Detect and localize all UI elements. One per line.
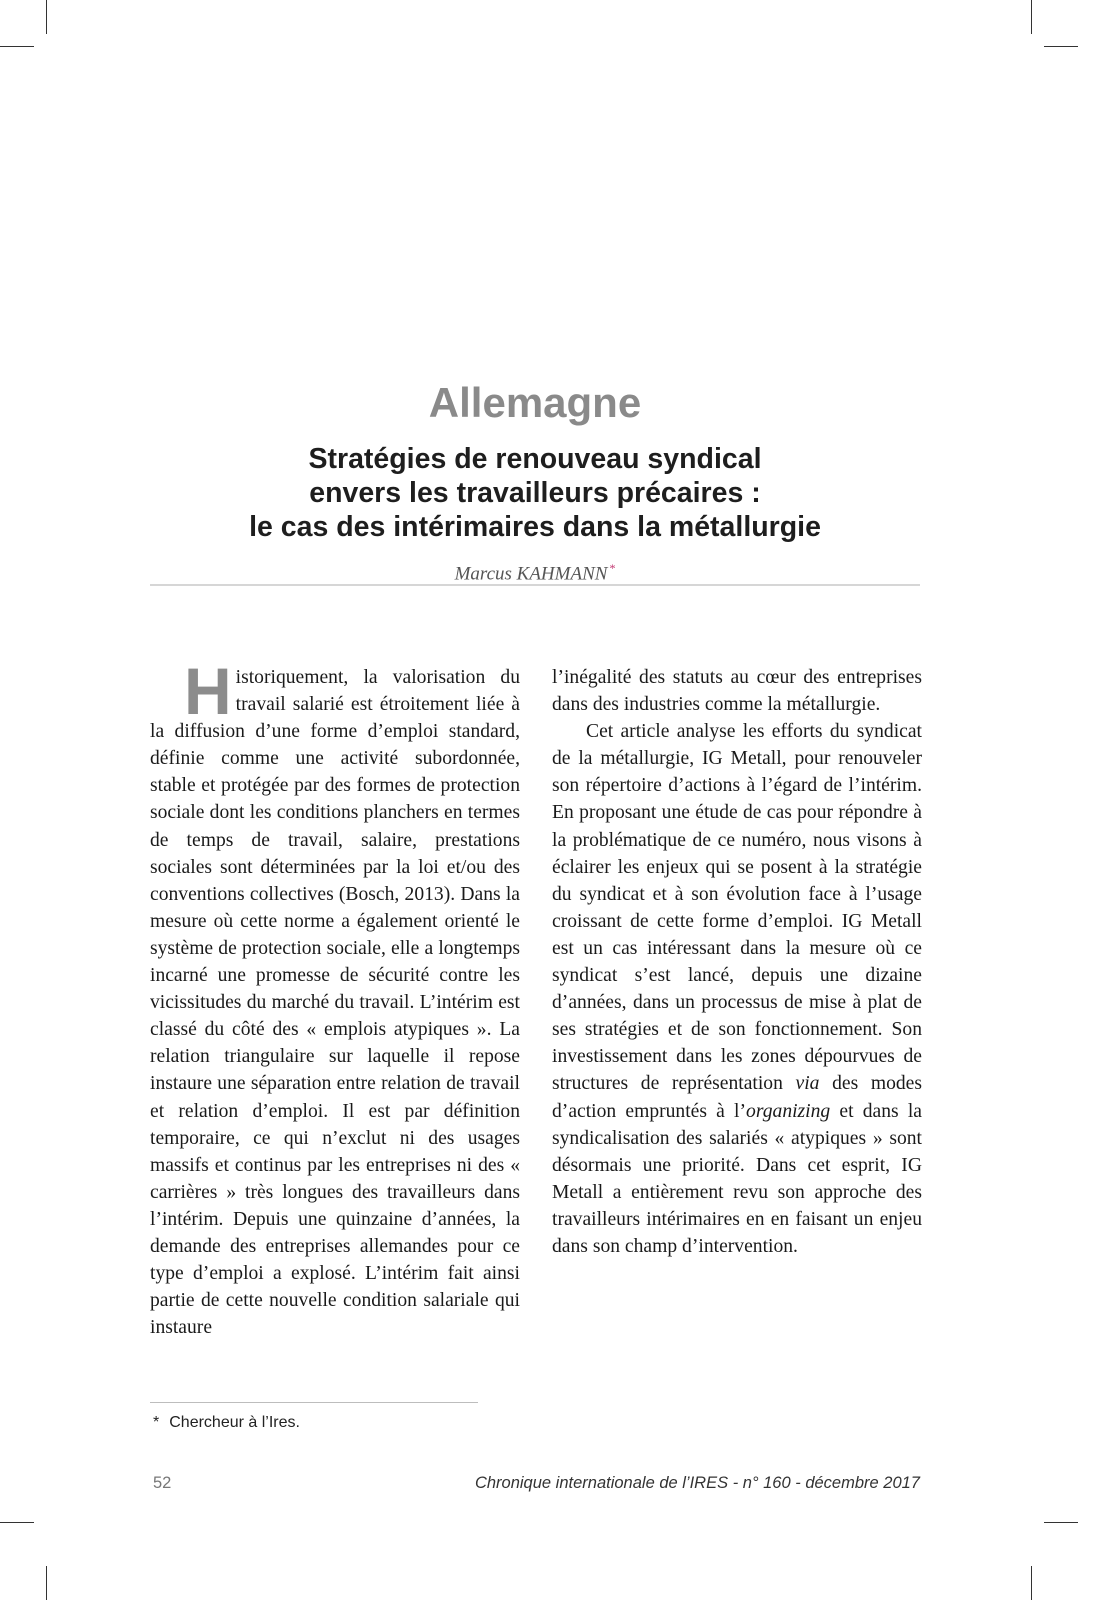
text-column-right [552, 664, 922, 1260]
paragraph-text: istoriquement, la valorisation du travail salarié est étroitement liée à la diffusion d’une forme d’emploi standard, définie comme une activité subordonnée, stable et protégée par des formes de protection sociale dont les conditions planchers en termes de temps de travail, salaire, prestations sociales sont déterminées par la loi et/ou des conventions collectives (Bosch, 2013). Dans la mesure où cette norme a également orienté le système de protection sociale, elle a longtemps incarné une promesse de sécurité contre les vicissitudes du marché du travail. L’intérim est classé du côté des « emplois atypiques ». La relation triangulaire sur laquelle il repose instaure une séparation entre relation de travail et relation d’emploi. Il est par définition temporaire, ce qui n’exclut ni des usages massifs et continus par les entreprises ni des « carrières » très longues des travailleurs dans l’intérim. Depuis une quinzaine d’années, la demande des entreprises allemandes pour ce type d’emploi a explosé. L’intérim fait ainsi partie de cette nouvelle condition salariale qui instaure [150, 667, 520, 1339]
footnote-mark: * [153, 1414, 160, 1431]
article-country-title: Allemagne [428, 379, 642, 426]
footnote-divider [150, 1402, 478, 1403]
body-paragraph [552, 718, 922, 1260]
page-number: 52 [153, 1474, 172, 1492]
footnote [153, 1413, 300, 1433]
article-title-line: Stratégies de renouveau syndical [308, 443, 762, 475]
crop-mark [1031, 0, 1032, 34]
paragraph-text: des modes d’action empruntés à l’ [552, 1073, 922, 1122]
paragraph-text: et dans la syndicalisation des salariés « atypiques » sont désormais une priorité. Dans cet esprit, IG Metall a entièrement revu son approche des travailleurs intérimaires en en faisant un enjeu dans son champ d’intervention. [552, 1100, 922, 1257]
article-title [150, 442, 920, 544]
crop-mark [0, 46, 34, 47]
crop-mark [46, 0, 47, 34]
crop-mark [46, 1566, 47, 1600]
body-paragraph [150, 654, 520, 1341]
footnote-text: Chercheur à l’Ires. [169, 1414, 300, 1431]
italic-term: via [795, 1073, 820, 1095]
crop-mark [1044, 1522, 1078, 1523]
author-byline [150, 557, 920, 585]
article-title-line: le cas des intérimaires dans la métallurgie [249, 511, 821, 543]
crop-mark [0, 1522, 34, 1523]
crop-mark [1044, 46, 1078, 47]
author-name: Marcus KAHMANN [454, 563, 608, 585]
footnote-ref-mark[interactable]: * [609, 561, 616, 575]
article-title-line: envers les travailleurs précaires : [309, 477, 761, 509]
journal-footer: Chronique internationale de l’IRES - n° 160 - décembre 2017 [474, 1474, 920, 1492]
title-divider [150, 584, 920, 586]
text-column-left [150, 654, 520, 1341]
body-paragraph: l’inégalité des statuts au cœur des entreprises dans des industries comme la métallurgie. [552, 667, 922, 716]
drop-cap: H [184, 654, 232, 728]
paragraph-text: Cet article analyse les efforts du syndicat de la métallurgie, IG Metall, pour renouveler son répertoire d’actions à l’égard de l’intérim. En proposant une étude de cas pour répondre à la problématique de ce numéro, nous visons à éclairer les enjeux qui se posent à la stratégie du syndicat et à son évolution face à l’usage croissant de cette forme d’emploi. IG Metall est un cas intéressant dans la mesure où ce syndicat s’est lancé, depuis une dizaine d’années, dans un processus de mise à plat de ses stratégies et de son fonctionnement. Son investissement dans les zones dépourvues de structures de représentation [552, 721, 922, 1095]
italic-term: organizing [746, 1100, 831, 1122]
crop-mark [1031, 1566, 1032, 1600]
